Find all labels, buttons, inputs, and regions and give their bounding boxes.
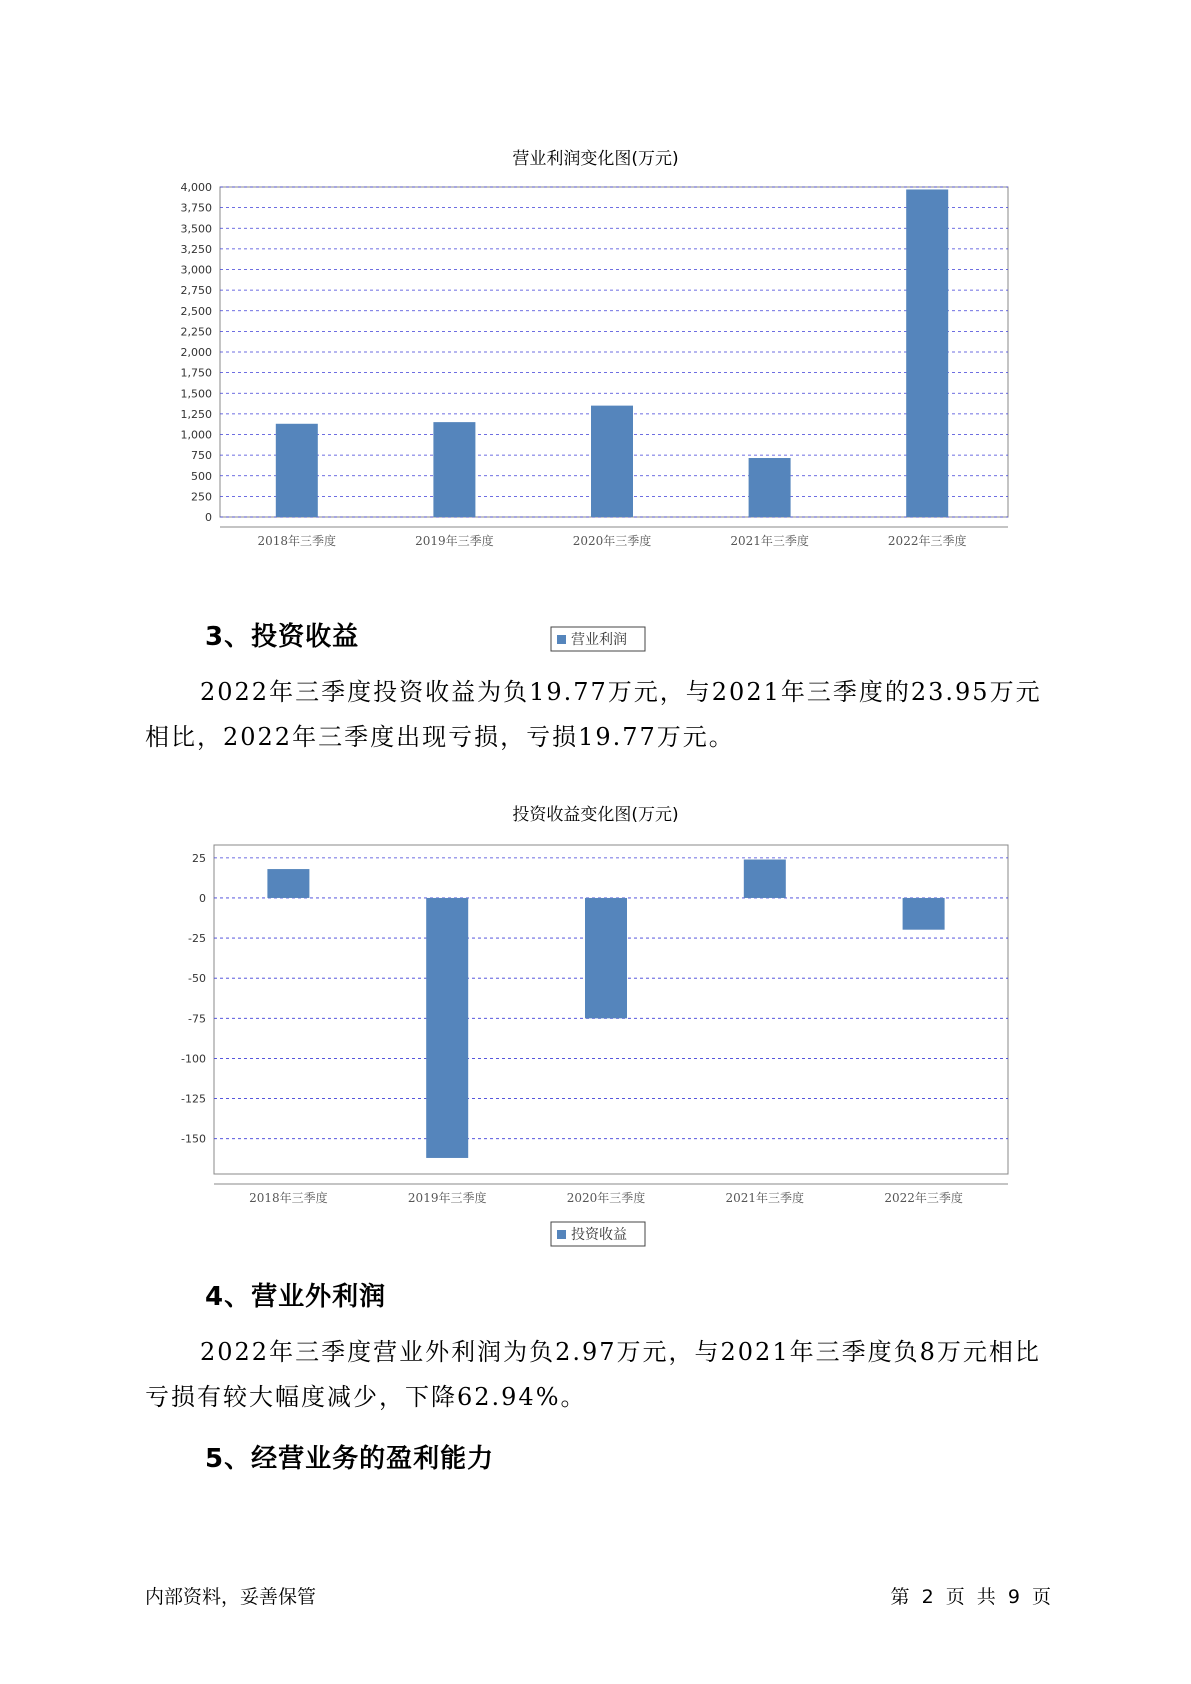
chart2-title: 投资收益变化图(万元) bbox=[512, 805, 679, 825]
x-tick-label: 2018年三季度 bbox=[249, 1191, 328, 1205]
legend bbox=[551, 1222, 645, 1246]
y-tick-label: -50 bbox=[188, 972, 206, 986]
section4-paragraph: 2022年三季度营业外利润为负2.97万元，与2021年三季度负8万元相比亏损有较大幅度减少，下降62.94%。 bbox=[145, 1338, 1041, 1411]
bar bbox=[426, 898, 468, 1158]
y-tick-label: -25 bbox=[188, 932, 206, 946]
y-tick-label: 3,750 bbox=[180, 201, 212, 215]
section5-heading: 5、经营业务的盈利能力 bbox=[205, 1444, 495, 1474]
bar bbox=[276, 424, 318, 517]
y-tick-label: 2,000 bbox=[180, 346, 212, 359]
total-pages: 9 bbox=[1007, 1586, 1020, 1608]
legend bbox=[551, 627, 645, 651]
footer-confidential: 内部资料，妥善保管 bbox=[145, 1586, 317, 1608]
bar bbox=[433, 422, 475, 517]
y-tick-label: -125 bbox=[181, 1092, 206, 1106]
legend-label: 营业利润 bbox=[571, 632, 627, 648]
y-tick-label: 1,250 bbox=[180, 407, 212, 421]
y-tick-label: 500 bbox=[191, 469, 212, 483]
section3-heading: 3、投资收益 bbox=[205, 622, 360, 652]
y-tick-label: 0 bbox=[199, 891, 206, 905]
legend-swatch bbox=[557, 635, 566, 644]
y-tick-label: 3,250 bbox=[180, 242, 212, 256]
x-tick-label: 2020年三季度 bbox=[572, 534, 652, 548]
legend-swatch bbox=[557, 1230, 566, 1239]
y-tick-label: 2,750 bbox=[180, 284, 212, 298]
bar bbox=[903, 898, 945, 930]
bar bbox=[267, 869, 309, 898]
bar bbox=[749, 458, 791, 517]
y-tick-label: 2,250 bbox=[180, 325, 212, 339]
y-tick-label: 1,500 bbox=[180, 387, 212, 401]
x-tick-label: 2022年三季度 bbox=[887, 534, 967, 548]
total-suffix: 页 bbox=[1031, 1586, 1051, 1608]
bar bbox=[744, 860, 786, 898]
y-tick-label: -150 bbox=[181, 1132, 206, 1146]
y-tick-label: 4,000 bbox=[180, 181, 212, 194]
bar bbox=[591, 406, 633, 517]
bar bbox=[585, 898, 627, 1018]
total-prefix: 共 bbox=[976, 1586, 996, 1608]
page-number: 2 bbox=[921, 1586, 934, 1608]
y-tick-label: 1,000 bbox=[180, 428, 212, 442]
x-tick-label: 2019年三季度 bbox=[415, 534, 494, 548]
y-tick-label: 2,500 bbox=[180, 304, 212, 318]
footer-page-number bbox=[891, 1582, 1051, 1609]
x-tick-label: 2020年三季度 bbox=[566, 1191, 646, 1205]
x-tick-label: 2022年三季度 bbox=[884, 1191, 963, 1205]
chart1-title: 营业利润变化图(万元) bbox=[512, 149, 679, 169]
x-tick-label: 2021年三季度 bbox=[725, 1191, 805, 1205]
investment-income-chart bbox=[0, 822, 1191, 1243]
bar bbox=[906, 189, 948, 517]
y-tick-label: 1,750 bbox=[180, 366, 212, 380]
section4-heading: 4、营业外利润 bbox=[205, 1282, 387, 1312]
legend-label: 投资收益 bbox=[571, 1227, 627, 1243]
y-tick-label: 750 bbox=[191, 449, 212, 463]
y-tick-label: 0 bbox=[205, 511, 212, 524]
section3-paragraph: 2022年三季度投资收益为负19.77万元，与2021年三季度的23.95万元相比，2022年三季度出现亏损，亏损19.77万元。 bbox=[145, 678, 1042, 751]
page-prefix: 第 bbox=[890, 1586, 910, 1608]
x-tick-label: 2021年三季度 bbox=[730, 534, 809, 548]
y-tick-label: 3,000 bbox=[180, 263, 212, 277]
x-tick-label: 2019年三季度 bbox=[407, 1191, 487, 1205]
y-tick-label: 25 bbox=[192, 851, 206, 865]
y-tick-label: 250 bbox=[191, 490, 212, 504]
x-tick-label: 2018年三季度 bbox=[257, 534, 337, 548]
y-tick-label: 3,500 bbox=[180, 222, 212, 236]
y-tick-label: -100 bbox=[181, 1052, 206, 1066]
y-tick-label: -75 bbox=[188, 1012, 206, 1026]
page-label: 页 bbox=[945, 1586, 965, 1608]
